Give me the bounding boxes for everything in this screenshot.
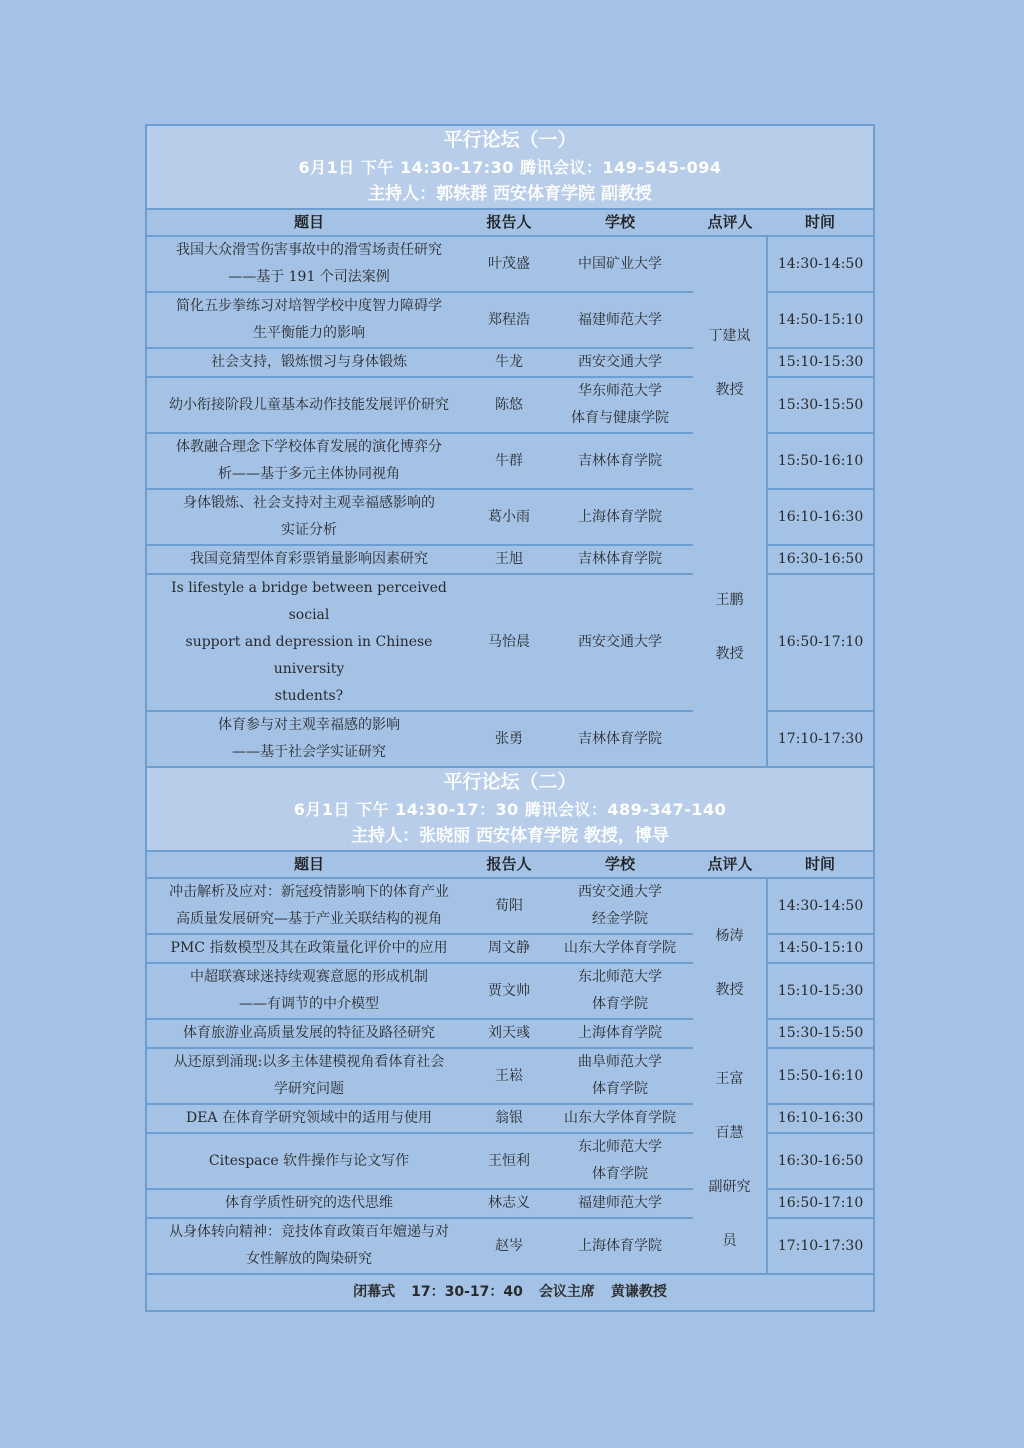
text-line: 山东大学体育学院 — [564, 940, 676, 956]
time-slot: 16:50-17:10 — [767, 574, 873, 711]
forum-header-row — [147, 796, 873, 823]
speaker: 王恒利 — [471, 1133, 547, 1189]
text-line: 副研究 — [708, 1179, 751, 1195]
speaker: 王旭 — [471, 545, 547, 574]
time-slot: 15:10-15:30 — [767, 348, 873, 377]
talk-title — [147, 1218, 471, 1274]
speaker: 王崧 — [471, 1048, 547, 1104]
text-line: DEA 在体育学研究领域中的适用与使用 — [185, 1110, 432, 1126]
closing-time: 17：30-17：40 — [411, 1284, 523, 1300]
reviewer — [693, 1048, 767, 1274]
talk-title — [147, 1048, 471, 1104]
speaker: 郑程浩 — [471, 292, 547, 348]
text-line: ——有调节的中介模型 — [239, 996, 379, 1012]
text-line: 西安交通大学 — [578, 884, 662, 900]
forum-header-row — [147, 181, 873, 209]
reviewer — [693, 236, 767, 489]
school — [547, 574, 693, 711]
text-line: 华东师范大学 — [578, 383, 662, 399]
column-header: 点评人 — [693, 209, 767, 236]
school — [547, 1048, 693, 1104]
text-line: PMC 指数模型及其在政策量化评价中的应用 — [170, 940, 448, 956]
text-line: 高质量发展研究—基于产业关联结构的视角 — [176, 911, 442, 927]
talk-title — [147, 934, 471, 963]
speaker: 刘天彧 — [471, 1019, 547, 1048]
text-line: 丁建岚 — [708, 327, 751, 344]
text-line: 社会支持，锻炼惯习与身体锻炼 — [211, 354, 407, 370]
schedule-table — [147, 126, 873, 1310]
table-row — [147, 236, 873, 292]
forum-info: 6月1日 下午 14:30-17:30 腾讯会议：149-545-094 — [147, 154, 873, 181]
time-slot: 14:50-15:10 — [767, 292, 873, 348]
text-line: 中超联赛球迷持续观赛意愿的形成机制 — [190, 969, 428, 985]
forum-title: 平行论坛（一） — [147, 126, 873, 154]
text-line: 教授 — [715, 381, 744, 398]
speaker: 张勇 — [471, 711, 547, 767]
speaker: 马怡晨 — [471, 574, 547, 711]
school — [547, 377, 693, 433]
text-line: 上海体育学院 — [578, 508, 662, 525]
text-line: support and depression in Chinese university — [185, 634, 433, 677]
speaker: 陈悠 — [471, 377, 547, 433]
talk-title — [147, 1133, 471, 1189]
talk-title — [147, 348, 471, 377]
talk-title — [147, 711, 471, 767]
column-header: 学校 — [547, 209, 693, 236]
speaker: 贾文帅 — [471, 963, 547, 1019]
talk-title — [147, 433, 471, 489]
text-line: 福建师范大学 — [578, 1195, 662, 1211]
time-slot: 16:30-16:50 — [767, 1133, 873, 1189]
column-header: 时间 — [767, 851, 873, 878]
school — [547, 934, 693, 963]
talk-title — [147, 574, 471, 711]
time-slot: 16:30-16:50 — [767, 545, 873, 574]
text-line: 经金学院 — [592, 911, 648, 927]
school — [547, 1019, 693, 1048]
time-slot: 16:10-16:30 — [767, 489, 873, 545]
table-row — [147, 878, 873, 934]
text-line: 简化五步拳练习对培智学校中度智力障碍学 — [176, 298, 442, 314]
text-line: 吉林体育学院 — [578, 452, 662, 469]
text-line: 教授 — [715, 646, 744, 662]
speaker: 葛小雨 — [471, 489, 547, 545]
text-line: 吉林体育学院 — [578, 730, 662, 747]
closing-role: 会议主席 — [538, 1284, 595, 1300]
time-slot: 15:10-15:30 — [767, 963, 873, 1019]
text-line: 西安交通大学 — [578, 354, 662, 370]
forum-host: 主持人：郭轶群 西安体育学院 副教授 — [147, 181, 873, 209]
school — [547, 963, 693, 1019]
closing-label: 闭幕式 — [353, 1284, 396, 1300]
text-line: 生平衡能力的影响 — [253, 325, 365, 341]
text-line: 中国矿业大学 — [578, 255, 662, 272]
text-line: 我国竞猜型体育彩票销量影响因素研究 — [190, 551, 428, 567]
text-line: 东北师范大学 — [578, 1139, 662, 1155]
text-line: 上海体育学院 — [578, 1025, 662, 1041]
school — [547, 711, 693, 767]
text-line: 教授 — [715, 982, 744, 998]
speaker: 牛群 — [471, 433, 547, 489]
forum-header-row — [147, 767, 873, 796]
speaker: 叶茂盛 — [471, 236, 547, 292]
schedule-sheet — [145, 124, 875, 1312]
text-line: 东北师范大学 — [578, 969, 662, 985]
time-slot: 16:50-17:10 — [767, 1189, 873, 1218]
text-line: 杨涛 — [715, 928, 744, 944]
text-line: 幼小衔接阶段儿童基本动作技能发展评价研究 — [169, 396, 449, 413]
text-line: 福建师范大学 — [578, 311, 662, 328]
speaker: 荀阳 — [471, 878, 547, 934]
school — [547, 1218, 693, 1274]
text-line: ——基于 191 个司法案例 — [228, 269, 390, 285]
text-line: 体育学院 — [592, 1166, 648, 1182]
text-line: 王鹏 — [715, 592, 744, 608]
text-line: Is lifestyle a bridge between perceived social — [171, 580, 447, 623]
talk-title — [147, 292, 471, 348]
text-line: 实证分析 — [281, 522, 337, 538]
school — [547, 292, 693, 348]
text-line: 从还原到涌现:以多主体建模视角看体育社会 — [173, 1054, 445, 1070]
text-line: 上海体育学院 — [578, 1237, 662, 1254]
talk-title — [147, 236, 471, 292]
table-row — [147, 1048, 873, 1104]
forum-title: 平行论坛（二） — [147, 767, 873, 796]
speaker: 周文静 — [471, 934, 547, 963]
text-line: 王富 — [715, 1071, 744, 1087]
talk-title — [147, 963, 471, 1019]
speaker: 赵岑 — [471, 1218, 547, 1274]
column-header: 题目 — [147, 851, 471, 878]
time-slot: 15:30-15:50 — [767, 377, 873, 433]
time-slot: 15:50-16:10 — [767, 433, 873, 489]
forum-header-row — [147, 126, 873, 154]
text-line: 体育参与对主观幸福感的影响 — [218, 717, 400, 733]
text-line: 体育学质性研究的迭代思维 — [225, 1195, 393, 1211]
column-header-row — [147, 851, 873, 878]
time-slot: 15:50-16:10 — [767, 1048, 873, 1104]
column-header: 报告人 — [471, 209, 547, 236]
closing-info — [147, 1274, 873, 1310]
talk-title — [147, 377, 471, 433]
talk-title — [147, 1104, 471, 1133]
closing-row — [147, 1274, 873, 1310]
talk-title — [147, 1019, 471, 1048]
text-line: 西安交通大学 — [578, 634, 662, 650]
text-line: 曲阜师范大学 — [578, 1054, 662, 1070]
text-line: 体育旅游业高质量发展的特征及路径研究 — [183, 1025, 435, 1041]
talk-title — [147, 878, 471, 934]
school — [547, 1104, 693, 1133]
school — [547, 348, 693, 377]
forum-header-row — [147, 154, 873, 181]
text-line: 吉林体育学院 — [578, 551, 662, 567]
speaker: 林志义 — [471, 1189, 547, 1218]
text-line: 从身体转向精神：竞技体育政策百年嬗递与对 — [169, 1224, 449, 1240]
text-line: 学研究问题 — [274, 1081, 344, 1097]
school — [547, 1133, 693, 1189]
speaker: 翁银 — [471, 1104, 547, 1133]
time-slot: 14:50-15:10 — [767, 934, 873, 963]
text-line: 员 — [722, 1233, 737, 1249]
text-line: 体教融合理念下学校体育发展的演化博弈分 — [176, 439, 442, 455]
time-slot: 16:10-16:30 — [767, 1104, 873, 1133]
forum-header-row — [147, 823, 873, 851]
time-slot: 17:10-17:30 — [767, 1218, 873, 1274]
reviewer — [693, 878, 767, 1048]
column-header-row — [147, 209, 873, 236]
talk-title — [147, 1189, 471, 1218]
text-line: 析——基于多元主体协同视角 — [218, 466, 400, 482]
closing-person: 黄谦教授 — [610, 1284, 667, 1300]
text-line: 山东大学体育学院 — [564, 1110, 676, 1126]
text-line: 百慧 — [715, 1125, 744, 1141]
text-line: 我国大众滑雪伤害事故中的滑雪场责任研究 — [176, 242, 442, 258]
text-line: Citespace 软件操作与论文写作 — [208, 1152, 410, 1169]
talk-title — [147, 545, 471, 574]
talk-title — [147, 489, 471, 545]
table-row — [147, 489, 873, 545]
text-line: 冲击解析及应对：新冠疫情影响下的体育产业 — [169, 884, 449, 900]
reviewer — [693, 489, 767, 767]
text-line: students? — [274, 688, 344, 704]
speaker: 牛龙 — [471, 348, 547, 377]
text-line: 身体锻炼、社会支持对主观幸福感影响的 — [183, 495, 435, 511]
school — [547, 878, 693, 934]
column-header: 时间 — [767, 209, 873, 236]
school — [547, 1189, 693, 1218]
text-line: ——基于社会学实证研究 — [232, 744, 386, 760]
time-slot: 15:30-15:50 — [767, 1019, 873, 1048]
column-header: 题目 — [147, 209, 471, 236]
column-header: 点评人 — [693, 851, 767, 878]
text-line: 体育学院 — [592, 996, 648, 1012]
text-line: 体育学院 — [592, 1081, 648, 1097]
time-slot: 14:30-14:50 — [767, 236, 873, 292]
time-slot: 17:10-17:30 — [767, 711, 873, 767]
column-header: 报告人 — [471, 851, 547, 878]
school — [547, 236, 693, 292]
forum-info: 6月1日 下午 14:30-17：30 腾讯会议：489-347-140 — [147, 796, 873, 823]
time-slot: 14:30-14:50 — [767, 878, 873, 934]
school — [547, 489, 693, 545]
column-header: 学校 — [547, 851, 693, 878]
school — [547, 545, 693, 574]
text-line: 体育与健康学院 — [571, 410, 669, 426]
school — [547, 433, 693, 489]
text-line: 女性解放的陶染研究 — [246, 1251, 372, 1267]
forum-host: 主持人：张晓丽 西安体育学院 教授，博导 — [147, 823, 873, 851]
